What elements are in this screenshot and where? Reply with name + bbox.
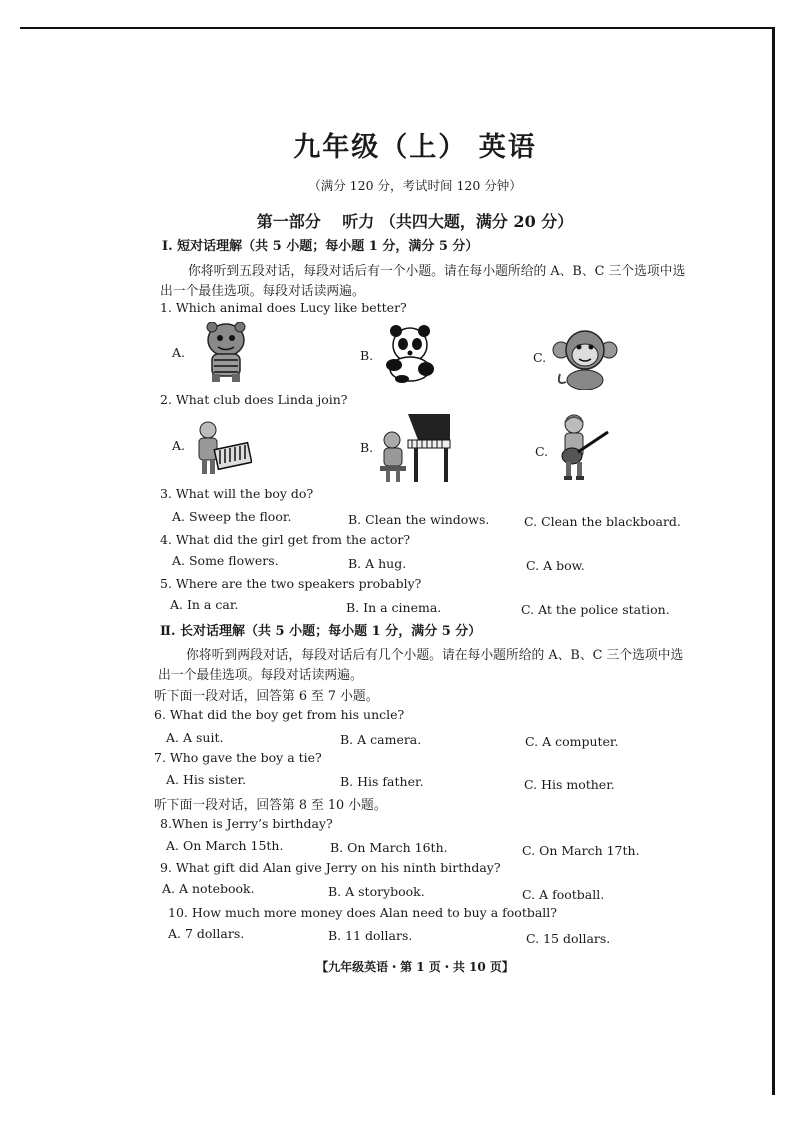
q1-option-c: C. bbox=[533, 350, 547, 365]
question-5: 5. Where are the two speakers probably? bbox=[160, 576, 422, 591]
q6-option-a: A. A suit. bbox=[166, 730, 224, 745]
q5-option-c: C. At the police station. bbox=[521, 602, 670, 617]
q4-option-b: B. A hug. bbox=[348, 556, 407, 571]
section2-heading: Ⅱ. 长对话理解（共 5 小题；每小题 1 分，满分 5 分） bbox=[160, 624, 482, 639]
section1-heading: Ⅰ. 短对话理解（共 5 小题；每小题 1 分，满分 5 分） bbox=[162, 239, 479, 254]
question-6: 6. What did the boy get from his uncle? bbox=[154, 707, 405, 722]
q7-option-b: B. His father. bbox=[340, 774, 424, 789]
girl-playing-guitar-icon bbox=[554, 412, 612, 484]
q1-option-b: B. bbox=[360, 348, 374, 363]
q10-option-b: B. 11 dollars. bbox=[328, 928, 413, 943]
q7-option-a: A. His sister. bbox=[166, 772, 247, 787]
question-9: 9. What gift did Alan give Jerry on his ninth birthday? bbox=[160, 860, 501, 875]
exam-page bbox=[60, 60, 760, 980]
section1-instruction-1: 你将听到五段对话，每段对话后有一个小题。请在每小题所给的 A、B、C 三个选项中选 bbox=[188, 264, 686, 279]
q4-option-a: A. Some flowers. bbox=[172, 553, 279, 568]
q8-option-b: B. On March 16th. bbox=[330, 840, 448, 855]
part-heading: 第一部分 听力 （共四大题，满分 20 分） bbox=[256, 212, 574, 231]
tiger-icon bbox=[200, 322, 252, 382]
question-7: 7. Who gave the boy a tie? bbox=[154, 750, 322, 765]
q8-option-c: C. On March 17th. bbox=[522, 843, 640, 858]
q3-option-c: C. Clean the blackboard. bbox=[524, 514, 681, 529]
q5-option-b: B. In a cinema. bbox=[346, 600, 442, 615]
scan-border-right bbox=[772, 27, 775, 1095]
section2-instruction-1: 你将听到两段对话，每段对话后有几个小题。请在每小题所给的 A、B、C 三个选项中选 bbox=[186, 648, 684, 663]
q3-option-b: B. Clean the windows. bbox=[348, 512, 490, 527]
section1-instruction-2: 出一个最佳选项。每段对话读两遍。 bbox=[160, 284, 365, 299]
q2-option-c: C. bbox=[535, 444, 549, 459]
q2-option-a: A. bbox=[172, 438, 186, 453]
scan-border-top bbox=[20, 27, 775, 29]
girl-with-keyboard-icon bbox=[188, 420, 252, 478]
monkey-icon bbox=[552, 330, 618, 390]
question-10: 10. How much more money does Alan need to buy a football? bbox=[168, 905, 557, 920]
q2-option-b: B. bbox=[360, 440, 374, 455]
q7-option-c: C. His mother. bbox=[524, 777, 615, 792]
q9-option-b: B. A storybook. bbox=[328, 884, 425, 899]
q9-option-a: A. A notebook. bbox=[162, 881, 255, 896]
dialog2-intro: 听下面一段对话，回答第 8 至 10 小题。 bbox=[154, 798, 387, 813]
exam-info: （满分 120 分，考试时间 120 分钟） bbox=[308, 178, 522, 193]
panda-icon bbox=[380, 325, 440, 383]
q6-option-c: C. A computer. bbox=[525, 734, 619, 749]
q3-option-a: A. Sweep the floor. bbox=[172, 509, 292, 524]
question-1: 1. Which animal does Lucy like better? bbox=[160, 300, 407, 315]
q9-option-c: C. A football. bbox=[522, 887, 605, 902]
q10-option-c: C. 15 dollars. bbox=[526, 931, 611, 946]
page-footer: 【九年级英语・第 1 页・共 10 页】 bbox=[316, 960, 514, 974]
question-3: 3. What will the boy do? bbox=[160, 486, 314, 501]
section2-instruction-2: 出一个最佳选项。每段对话读两遍。 bbox=[158, 668, 363, 683]
question-8: 8.When is Jerry’s birthday? bbox=[160, 816, 333, 831]
q8-option-a: A. On March 15th. bbox=[166, 838, 284, 853]
dialog1-intro: 听下面一段对话，回答第 6 至 7 小题。 bbox=[154, 689, 379, 704]
q1-option-a: A. bbox=[172, 345, 186, 360]
q6-option-b: B. A camera. bbox=[340, 732, 422, 747]
boy-playing-piano-icon bbox=[378, 410, 454, 486]
q5-option-a: A. In a car. bbox=[170, 597, 239, 612]
question-4: 4. What did the girl get from the actor? bbox=[160, 532, 411, 547]
page-title: 九年级（上） 英语 bbox=[293, 132, 537, 163]
question-2: 2. What club does Linda join? bbox=[160, 392, 348, 407]
q10-option-a: A. 7 dollars. bbox=[168, 926, 245, 941]
q4-option-c: C. A bow. bbox=[526, 558, 585, 573]
